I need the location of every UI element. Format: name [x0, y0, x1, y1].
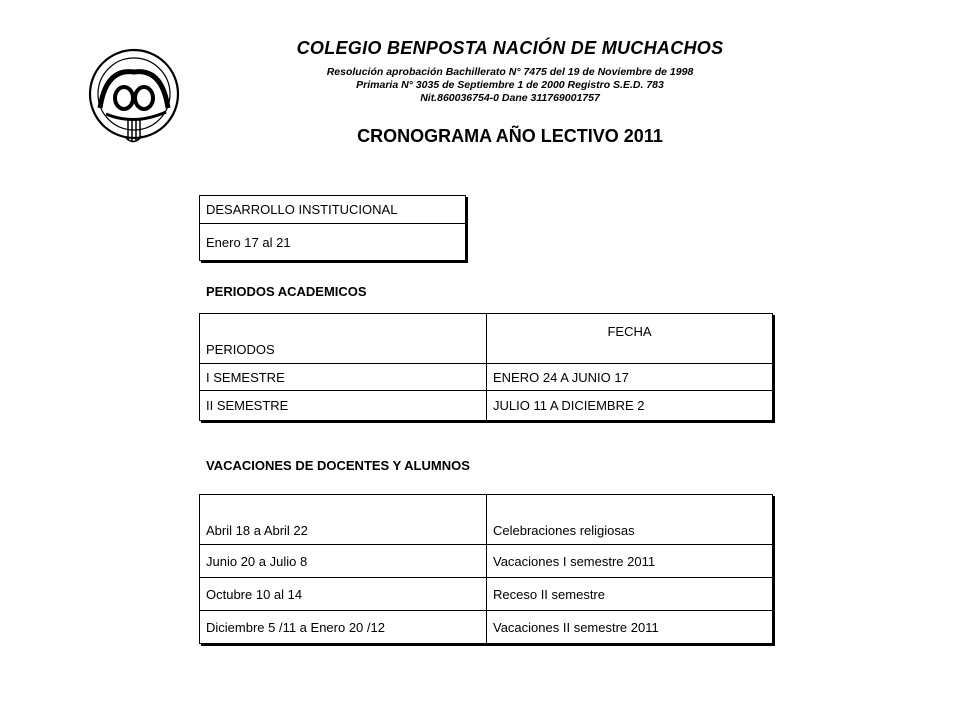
vacaciones-fecha-cell: Diciembre 5 /11 a Enero 20 /12	[200, 611, 487, 644]
vacaciones-descripcion-cell: Celebraciones religiosas	[487, 495, 773, 545]
table-row	[200, 545, 773, 578]
document-title: CRONOGRAMA AÑO LECTIVO 2011	[357, 126, 663, 146]
vacaciones-fecha-cell: Octubre 10 al 14	[200, 578, 487, 611]
primaria-line: Primaria N° 3035 de Septiembre 1 de 2000 Registro S.E.D. 783	[356, 79, 664, 91]
vacaciones-descripcion-cell: Receso II semestre	[487, 578, 773, 611]
fecha-cell: JULIO 11 A DICIEMBRE 2	[487, 391, 773, 421]
school-emblem-icon	[86, 48, 182, 148]
periodos-section-label: PERIODOS ACADEMICOS	[206, 284, 367, 299]
vacaciones-fecha-cell: Junio 20 a Julio 8	[200, 545, 487, 578]
table-row	[200, 611, 773, 644]
periodo-cell: II SEMESTRE	[200, 391, 487, 421]
nit-line: Nit.860036754-0 Dane 311769001757	[420, 92, 600, 104]
vacaciones-descripcion-cell: Vacaciones II semestre 2011	[487, 611, 773, 644]
col-fecha-header: FECHA	[487, 314, 773, 364]
periodo-cell: I SEMESTRE	[200, 364, 487, 391]
vacaciones-fecha-cell: Abril 18 a Abril 22	[200, 495, 487, 545]
desarrollo-table	[199, 195, 466, 261]
table-row	[200, 391, 773, 421]
school-name: COLEGIO BENPOSTA NACIÓN DE MUCHACHOS	[296, 38, 724, 58]
desarrollo-header: DESARROLLO INSTITUCIONAL	[200, 196, 466, 224]
vacaciones-descripcion-cell: Vacaciones I semestre 2011	[487, 545, 773, 578]
table-row	[200, 578, 773, 611]
fecha-cell: ENERO 24 A JUNIO 17	[487, 364, 773, 391]
vacaciones-table	[199, 494, 773, 644]
desarrollo-date: Enero 17 al 21	[200, 224, 466, 261]
resolution-line: Resolución aprobación Bachillerato N° 7475 del 19 de Noviembre de 1998	[326, 66, 694, 78]
vacaciones-section-label: VACACIONES DE DOCENTES Y ALUMNOS	[206, 458, 470, 473]
col-periodos-header: PERIODOS	[200, 314, 487, 364]
table-row	[200, 495, 773, 545]
periodos-table	[199, 313, 773, 421]
table-row	[200, 364, 773, 391]
